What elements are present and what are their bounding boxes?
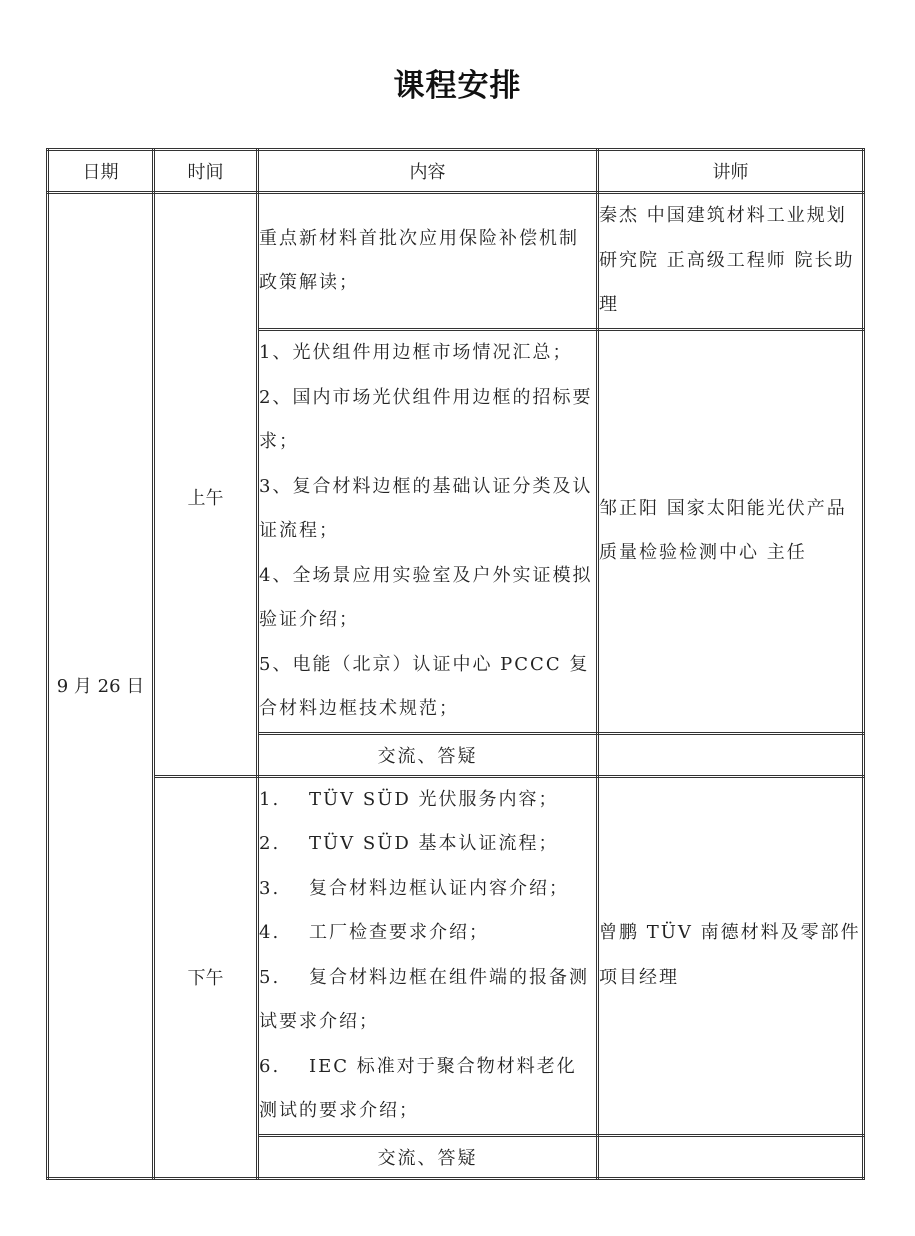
- list-item: 2、国内市场光伏组件用边框的招标要求；: [259, 386, 593, 452]
- header-row: [48, 150, 864, 193]
- item-number: 5.: [259, 966, 281, 988]
- item-number: 3.: [259, 877, 281, 899]
- empty-cell: [598, 1135, 864, 1178]
- item-number: 6.: [259, 1055, 281, 1077]
- list-item: [259, 822, 596, 867]
- header-lecturer: 讲师: [598, 150, 864, 193]
- list-item: 3、复合材料边框的基础认证分类及认证流程；: [259, 475, 593, 541]
- item-text: IEC 标准对于聚合物材料老化测试的要求介绍；: [259, 1055, 577, 1121]
- empty-cell: [598, 733, 864, 776]
- qa-cell: 交流、答疑: [258, 1135, 598, 1178]
- lecturer-cell: 曾鹏 TÜV 南德材料及零部件 项目经理: [598, 776, 864, 1135]
- content-cell: [258, 330, 598, 734]
- page-title: 课程安排: [393, 68, 522, 104]
- header-content: 内容: [258, 150, 598, 193]
- item-text: 工厂检查要求介绍；: [309, 922, 489, 943]
- lecturer-cell: 邹正阳 国家太阳能光伏产品质量检验检测中心 主任: [598, 330, 864, 734]
- time-cell-afternoon: 下午: [154, 776, 258, 1178]
- item-text: 复合材料边框认证内容介绍；: [309, 877, 569, 899]
- header-date: 日期: [48, 150, 154, 193]
- item-number: 1.: [259, 788, 281, 810]
- list-item: 1、光伏组件用边框市场情况汇总；: [259, 342, 573, 363]
- item-text: TÜV SÜD 光伏服务内容；: [309, 788, 559, 810]
- date-cell: 9 月 26 日: [48, 193, 154, 1179]
- qa-cell: 交流、答疑: [258, 733, 598, 776]
- list-item: [259, 956, 596, 1045]
- table-row: [48, 776, 864, 1135]
- content-cell: [258, 776, 598, 1135]
- item-number: 2.: [259, 833, 281, 854]
- schedule-table: [46, 148, 865, 1180]
- list-item: [259, 867, 596, 912]
- item-text: 复合材料边框在组件端的报备测试要求介绍；: [259, 966, 589, 1032]
- lecturer-cell: 秦杰 中国建筑材料工业规划研究院 正高级工程师 院长助理: [598, 193, 864, 330]
- list-item: [259, 1045, 596, 1134]
- time-cell-morning: 上午: [154, 193, 258, 777]
- item-number: 4.: [259, 922, 281, 943]
- item-text: TÜV SÜD 基本认证流程；: [309, 833, 559, 854]
- list-item: [259, 778, 596, 823]
- list-item: 4、全场景应用实验室及户外实证模拟验证介绍；: [259, 564, 593, 630]
- header-time: 时间: [154, 150, 258, 193]
- list-item: 5、电能（北京）认证中心 PCCC 复合材料边框技术规范；: [259, 653, 590, 719]
- table-row: [48, 193, 864, 330]
- list-item: [259, 911, 596, 956]
- content-cell: 重点新材料首批次应用保险补偿机制政策解读；: [258, 193, 598, 330]
